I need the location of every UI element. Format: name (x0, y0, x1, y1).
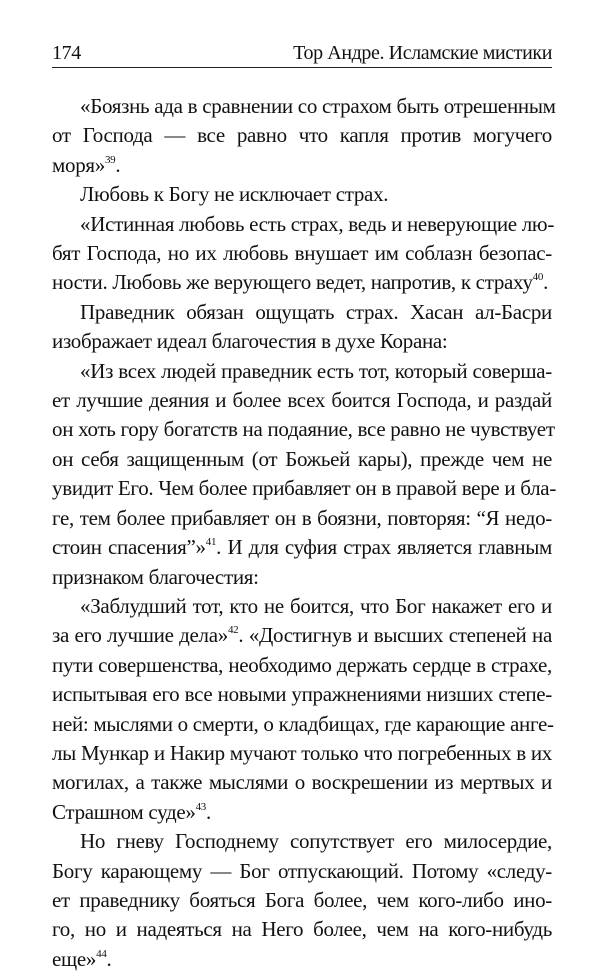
text-line: Страшном суде»$^{43}$. (52, 799, 211, 824)
text-line: Но гневу Господнему сопутствует его милосердие, (80, 829, 552, 854)
footnote-reference: 42 (227, 624, 239, 637)
text-line: ге, тем более прибавляет он в боязни, повторяя: “Я недо- (52, 505, 552, 530)
paragraph (52, 357, 557, 592)
footnote-reference: 43 (195, 800, 206, 813)
text-line: «Заблудший тот, кто не боится, что Бог накажет его и (80, 593, 552, 618)
text-line: моря»$^{39}$. (52, 152, 121, 177)
text-line: Праведник обязан ощущать страх. Хасан ал-Басри (80, 299, 552, 324)
text-line: пути совершенства, необходимо держать сердце в страхе, (52, 652, 552, 677)
text-line: за его лучшие дела»$^{42}$. «Достигнув и высших степеней на (52, 623, 552, 648)
paragraph (52, 210, 555, 298)
running-title: Тор Андре. Исламские мистики (293, 42, 552, 64)
page-number: 174 (52, 42, 81, 64)
text-line: лы Мункар и Накир мучают только что погребенных в их (52, 740, 552, 765)
running-header (52, 40, 552, 68)
text-line: он хоть гору богатств на подаяние, все равно не чувствует (52, 417, 555, 442)
paragraph (52, 180, 552, 209)
text-line: изображает идеал благочестия в духе Корана: (52, 329, 448, 354)
book-page (52, 40, 557, 974)
text-line: он себя защищенным (от Божьей кары), прежде чем не (52, 446, 552, 471)
text-line: признаком благочестия: (52, 564, 259, 589)
text-line: от Господа — все равно что капля против могучего (52, 123, 552, 148)
footnote-reference: 41 (205, 536, 217, 549)
footnote-reference: 40 (532, 271, 544, 284)
text-line: могилах, а также мыслями о воскрешении из мертвых и (52, 770, 552, 795)
text-line: го, но и надеяться на Него более, чем на кого-нибудь (52, 917, 552, 942)
text-line: Богу карающему — Бог отпускающий. Потому «следу- (52, 858, 552, 883)
text-line: ности. Любовь же верующего ведет, напротив, к страху$^{40}$. (52, 270, 549, 295)
paragraph (52, 827, 552, 974)
text-line: еще»$^{44}$. (52, 946, 112, 971)
page-body (52, 92, 557, 974)
text-line: испытывая его все новыми упражнениями низших степе- (52, 682, 552, 707)
text-line: Любовь к Богу не исключает страх. (80, 182, 389, 207)
text-line: увидит Его. Чем более прибавляет он в правой вере и бла- (52, 476, 557, 501)
text-line: «Истинная любовь есть страх, ведь и неверующие лю- (80, 211, 555, 236)
text-line: ней: мыслями о смерти, о кладбищах, где карающие анге- (52, 711, 554, 736)
paragraph (52, 592, 552, 827)
footnote-reference: 44 (96, 947, 107, 960)
text-line: «Боязнь ада в сравнении со страхом быть отрешенным (80, 94, 556, 118)
text-line: бят Господа, но их любовь внушает им соблазн безопас- (52, 241, 552, 266)
paragraph (52, 92, 556, 180)
text-line: стоин спасения”»$^{41}$. И для суфия страх является главным (52, 535, 552, 560)
text-line: ет праведнику бояться Бога более, чем кого-либо ино- (52, 887, 552, 912)
text-line: «Из всех людей праведник есть тот, который соверша- (80, 358, 552, 383)
paragraph (52, 298, 552, 357)
text-line: ет лучшие деяния и более всех боится Господа, и раздай (52, 388, 552, 413)
footnote-reference: 39 (104, 153, 116, 166)
